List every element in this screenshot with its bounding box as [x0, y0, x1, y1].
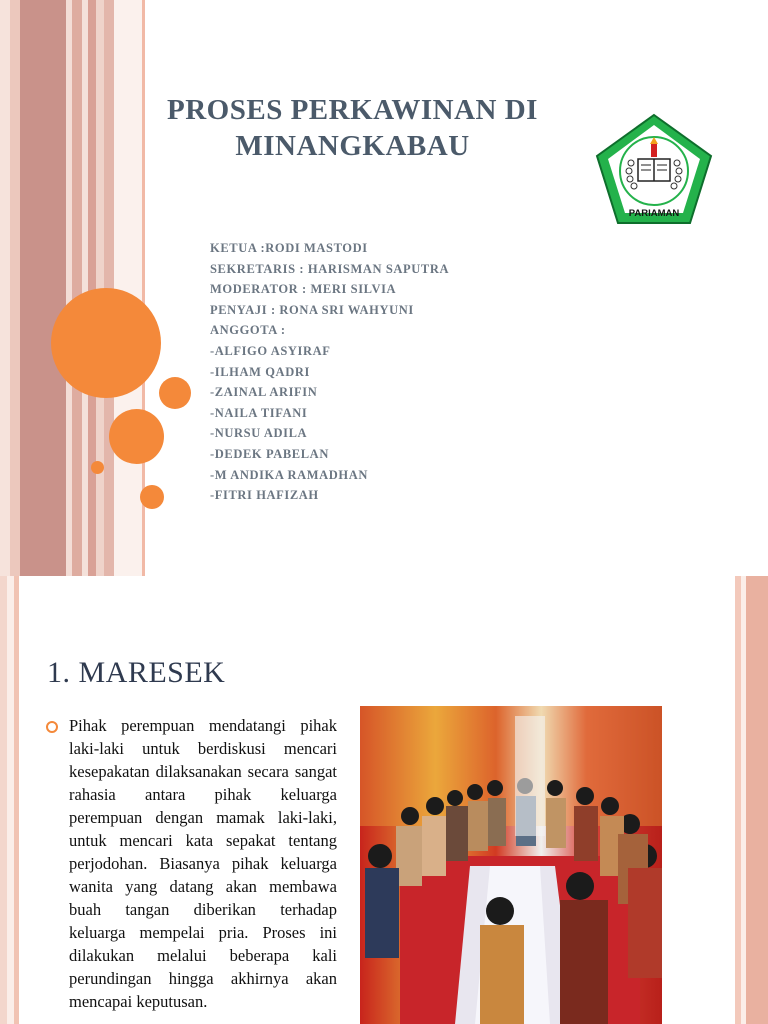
decorative-circle: [159, 377, 191, 409]
list-item: KETUA :RODI MASTODI: [210, 241, 368, 255]
list-item: -DEDEK PABELAN: [210, 446, 329, 461]
decorative-circle: [51, 288, 161, 398]
decorative-circle: [140, 485, 164, 509]
list-item: PENYAJI : RONA SRI WAHYUNI: [210, 302, 414, 317]
section-title: 1. MARESEK: [47, 656, 226, 689]
list-item: -ZAINAL ARIFIN: [210, 385, 318, 400]
stripe: [7, 576, 14, 1024]
stripe: [0, 0, 10, 576]
list-item: MODERATOR : MERI SILVIA: [210, 282, 397, 297]
list-item: -FITRI HAFIZAH: [210, 488, 319, 503]
stripe: [10, 0, 20, 576]
list-item: -ALFIGO ASYIRAF: [210, 343, 331, 358]
list-item: SEKRETARIS : HARISMAN SAPUTRA: [210, 261, 450, 276]
slide-2: [0, 576, 768, 1024]
stripe: [746, 576, 768, 1024]
presentation-title: PROSES PERKAWINAN DI MINANGKABAU: [167, 94, 538, 162]
list-item: -ILHAM QADRI: [210, 364, 310, 379]
body-text: Pihak perempuan mendatangi pihak laki-laki untuk berdiskusi mencari kesepakatan dilaksanakan secara sangat rahasia antara pihak keluarga perempuan dengan mamak laki-laki, untuk mencari kata sepakat tentang perjodohan. Biasanya pihak keluarga wanita yang datang akan membawa buah tangan diberikan terhadap keluarga mempelai pria. Proses ini dilakukan melalui beberapa kali perundingan hingga akhirnya akan mencapai keputusan.: [69, 716, 337, 1011]
member-list: [210, 238, 449, 506]
stripe: [14, 576, 19, 1024]
decorative-circle: [91, 461, 104, 474]
list-item: ANGGOTA :: [210, 323, 286, 338]
bullet-icon: [46, 721, 58, 733]
logo-text: PARIAMAN: [628, 208, 680, 219]
list-item: -NURSU ADILA: [210, 426, 308, 441]
stripe: [72, 0, 82, 576]
stripe: [0, 576, 7, 1024]
ceremony-photo: [360, 706, 662, 1024]
decorative-circle: [109, 409, 164, 464]
list-item: -M ANDIKA RAMADHAN: [210, 467, 369, 482]
list-item: -NAILA TIFANI: [210, 405, 308, 420]
college-logo: [594, 113, 714, 225]
stripe: [114, 0, 142, 576]
stripe: [20, 0, 66, 576]
